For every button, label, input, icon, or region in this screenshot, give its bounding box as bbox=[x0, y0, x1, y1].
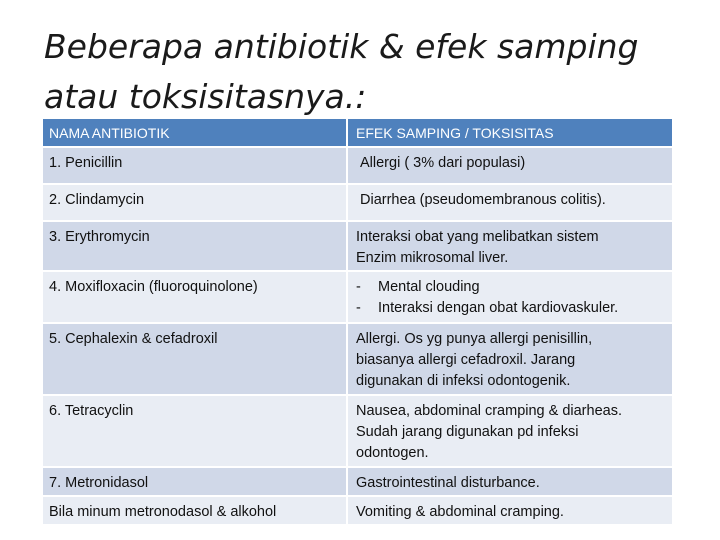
side-effect-line: Nausea, abdominal cramping & diarheas. bbox=[356, 403, 622, 419]
side-effect bbox=[348, 272, 672, 322]
table-row bbox=[43, 272, 672, 324]
side-effect-line: Sudah jarang digunakan pd infeksi bbox=[356, 424, 579, 440]
side-effect-line: odontogen. bbox=[356, 445, 429, 461]
antibiotic-name: 6. Tetracyclin bbox=[43, 396, 348, 466]
table-row bbox=[43, 185, 672, 222]
table-row bbox=[43, 468, 672, 497]
side-effect bbox=[348, 324, 672, 394]
antibiotic-name: Bila minum metronodasol & alkohol bbox=[43, 497, 348, 524]
bullet-dash: - bbox=[356, 300, 361, 316]
side-effect-line: Interaksi obat yang melibatkan sistem bbox=[356, 229, 599, 245]
antibiotic-name: 4. Moxifloxacin (fluoroquinolone) bbox=[43, 272, 348, 322]
header-antibiotic-name: NAMA ANTIBIOTIK bbox=[43, 119, 348, 146]
antibiotic-name: 1. Penicillin bbox=[43, 148, 348, 183]
table-row bbox=[43, 222, 672, 272]
side-effect-line: digunakan di infeksi odontogenik. bbox=[356, 373, 571, 389]
title-line-1: Beberapa antibiotik & efek samping bbox=[44, 27, 639, 66]
side-effect-line: Allergi. Os yg punya allergi penisillin, bbox=[356, 331, 593, 347]
side-effect-line: Interaksi dengan obat kardiovaskuler. bbox=[378, 300, 619, 316]
side-effect bbox=[348, 222, 672, 270]
side-effect: Allergi ( 3% dari populasi) bbox=[360, 155, 526, 171]
side-effect: Vomiting & abdominal cramping. bbox=[356, 504, 564, 520]
bullet-dash: - bbox=[356, 279, 361, 295]
antibiotic-name: 7. Metronidasol bbox=[43, 468, 348, 495]
table-row bbox=[43, 396, 672, 468]
table-header-row bbox=[43, 119, 672, 148]
antibiotic-table bbox=[43, 119, 672, 526]
side-effect-line: Mental clouding bbox=[378, 279, 480, 295]
side-effect-line: biasanya allergi cefadroxil. Jarang bbox=[356, 352, 576, 368]
side-effect: Gastrointestinal disturbance. bbox=[356, 475, 540, 491]
table-row bbox=[43, 324, 672, 396]
title-line-2: atau toksisitasnya.: bbox=[44, 77, 367, 116]
antibiotic-name: 5. Cephalexin & cefadroxil bbox=[43, 324, 348, 394]
table-row bbox=[43, 497, 672, 526]
table-row bbox=[43, 148, 672, 185]
side-effect: Diarrhea (pseudomembranous colitis). bbox=[360, 192, 606, 208]
side-effect-line: Enzim mikrosomal liver. bbox=[356, 250, 509, 266]
header-side-effect: EFEK SAMPING / TOKSISITAS bbox=[356, 125, 554, 141]
slide-title bbox=[44, 22, 684, 122]
side-effect bbox=[348, 396, 672, 466]
antibiotic-name: 2. Clindamycin bbox=[43, 185, 348, 220]
antibiotic-name: 3. Erythromycin bbox=[43, 222, 348, 270]
